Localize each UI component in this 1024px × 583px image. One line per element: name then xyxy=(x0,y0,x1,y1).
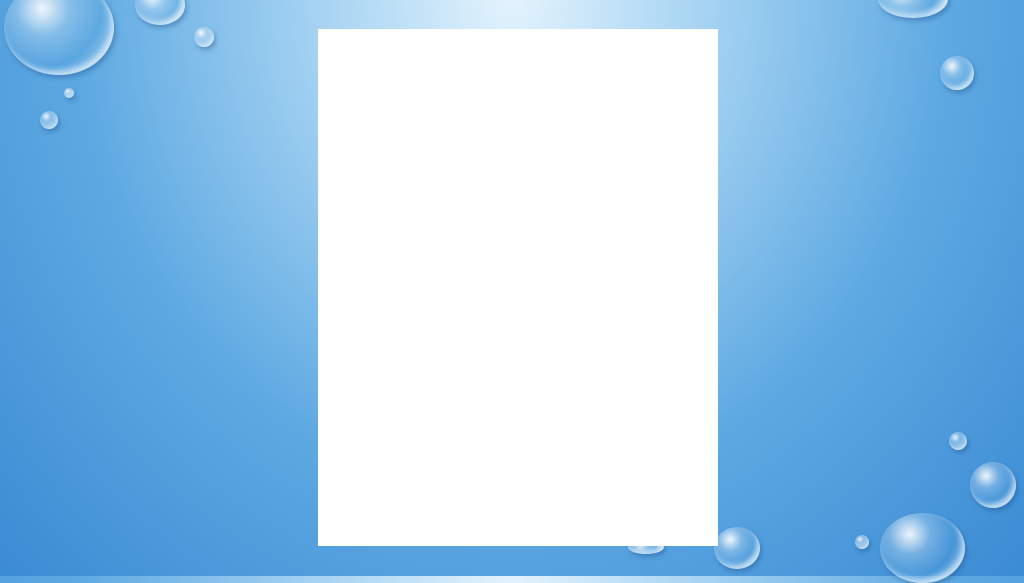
water-drop-decoration xyxy=(880,513,965,583)
schedule-grid xyxy=(318,29,718,546)
water-drop-decoration xyxy=(40,111,58,129)
water-drop-decoration xyxy=(135,0,185,25)
water-drop-decoration xyxy=(970,462,1016,508)
water-drop-decoration xyxy=(940,56,974,90)
water-drop-decoration xyxy=(878,0,948,18)
water-drop-decoration xyxy=(4,0,114,75)
water-drop-decoration xyxy=(194,27,214,47)
water-drop-decoration xyxy=(855,535,869,549)
water-drop-decoration xyxy=(949,432,967,450)
schedule-document xyxy=(318,29,718,546)
water-drop-decoration xyxy=(64,88,74,98)
water-drop-decoration xyxy=(714,527,760,569)
